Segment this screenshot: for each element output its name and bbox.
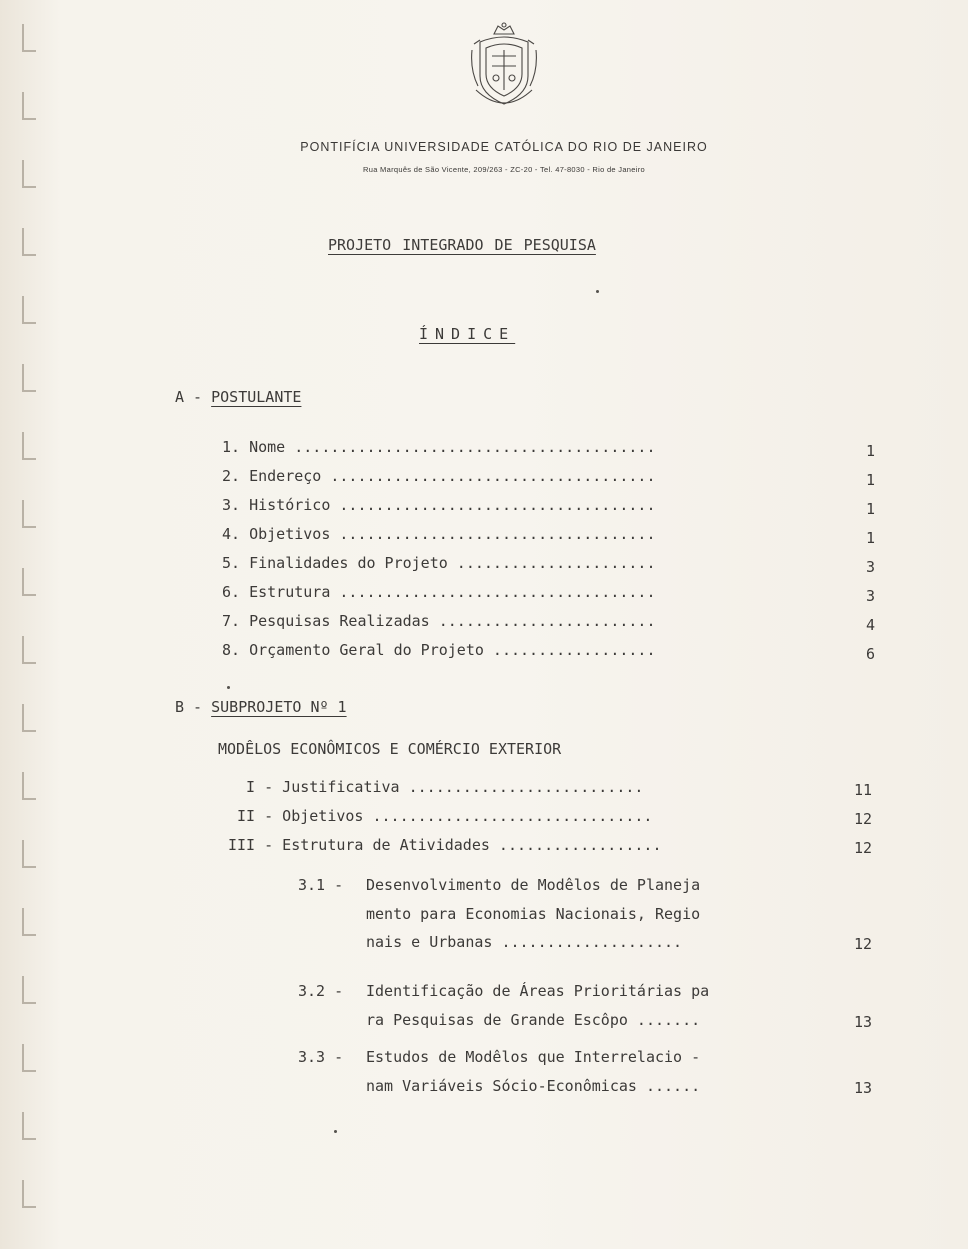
toc-page-number: 6 bbox=[865, 645, 875, 663]
university-seal-icon bbox=[466, 20, 542, 112]
toc-page-number: 13 bbox=[853, 1013, 872, 1031]
section-b-heading bbox=[175, 698, 347, 716]
toc-entry: 6. Estrutura ................................... bbox=[222, 583, 656, 601]
binding-mark bbox=[22, 568, 36, 596]
section-a-name: POSTULANTE bbox=[211, 388, 302, 406]
subitem-line: nais e Urbanas .................... bbox=[366, 933, 683, 951]
binding-mark bbox=[22, 1112, 36, 1140]
binding-mark bbox=[22, 704, 36, 732]
binding-mark bbox=[22, 976, 36, 1004]
binding-mark bbox=[22, 228, 36, 256]
toc-entry: 5. Finalidades do Projeto ...................... bbox=[222, 554, 656, 572]
binding-edge bbox=[0, 0, 50, 1249]
toc-entry: II - Objetivos ............................... bbox=[228, 807, 653, 825]
toc-page-number: 3 bbox=[865, 587, 875, 605]
toc-entry: 7. Pesquisas Realizadas ........................ bbox=[222, 612, 656, 630]
binding-mark bbox=[22, 432, 36, 460]
toc-page-number: 3 bbox=[865, 558, 875, 576]
binding-mark bbox=[22, 500, 36, 528]
toc-page-number: 1 bbox=[865, 500, 875, 518]
paper-speck bbox=[334, 1130, 337, 1133]
toc-entry: 4. Objetivos ................................... bbox=[222, 525, 656, 543]
toc-page-number: 13 bbox=[853, 1079, 872, 1097]
toc-page-number: 12 bbox=[853, 935, 872, 953]
section-a-heading bbox=[175, 388, 301, 406]
project-title: PROJETO INTEGRADO DE PESQUISA bbox=[328, 236, 596, 254]
toc-entry: I - Justificativa .......................... bbox=[228, 778, 644, 796]
toc-page-number: 1 bbox=[865, 529, 875, 547]
subitem-line: Desenvolvimento de Modêlos de Planeja bbox=[366, 876, 701, 894]
binding-mark bbox=[22, 92, 36, 120]
binding-mark bbox=[22, 296, 36, 324]
paper-speck bbox=[227, 686, 230, 689]
section-b-subtitle: MODÊLOS ECONÔMICOS E COMÉRCIO EXTERIOR bbox=[218, 740, 562, 758]
subitem-line: mento para Economias Nacionais, Regio bbox=[366, 905, 701, 923]
paper-speck bbox=[596, 290, 599, 293]
toc-entry: 2. Endereço .................................... bbox=[222, 467, 656, 485]
subitem-number: 3.2 - bbox=[298, 982, 344, 1000]
binding-mark bbox=[22, 1180, 36, 1208]
binding-mark bbox=[22, 840, 36, 868]
subitem-number: 3.1 - bbox=[298, 876, 344, 894]
toc-entry: 3. Histórico ................................... bbox=[222, 496, 656, 514]
section-a-letter: A - bbox=[175, 388, 203, 406]
binding-mark bbox=[22, 1044, 36, 1072]
section-b-letter: B - bbox=[175, 698, 203, 716]
toc-entry: 8. Orçamento Geral do Projeto .................. bbox=[222, 641, 656, 659]
toc-entry: 1. Nome ........................................ bbox=[222, 438, 656, 456]
toc-entry: III - Estrutura de Atividades .................. bbox=[228, 836, 662, 854]
university-name: PONTIFÍCIA UNIVERSIDADE CATÓLICA DO RIO DE JANEIRO bbox=[300, 140, 708, 154]
toc-page-number: 1 bbox=[865, 471, 875, 489]
subitem-line: nam Variáveis Sócio-Econômicas ...... bbox=[366, 1077, 701, 1095]
subitem-number: 3.3 - bbox=[298, 1048, 344, 1066]
university-address: Rua Marquês de São Vicente, 209/263 - ZC-20 - Tel. 47-8030 - Rio de Janeiro bbox=[363, 165, 645, 174]
toc-page-number: 11 bbox=[853, 781, 872, 799]
toc-page-number: 12 bbox=[853, 839, 872, 857]
subitem-line: Estudos de Modêlos que Interrelacio - bbox=[366, 1048, 701, 1066]
subitem-line: ra Pesquisas de Grande Escôpo ....... bbox=[366, 1011, 701, 1029]
index-heading: ÍNDICE bbox=[419, 325, 516, 343]
section-b-name: SUBPROJETO Nº 1 bbox=[211, 698, 347, 716]
binding-mark bbox=[22, 636, 36, 664]
binding-mark bbox=[22, 364, 36, 392]
binding-mark bbox=[22, 24, 36, 52]
binding-mark bbox=[22, 772, 36, 800]
toc-page-number: 1 bbox=[865, 442, 875, 460]
toc-page-number: 12 bbox=[853, 810, 872, 828]
toc-page-number: 4 bbox=[865, 616, 875, 634]
subitem-line: Identificação de Áreas Prioritárias pa bbox=[366, 982, 710, 1000]
binding-mark bbox=[22, 908, 36, 936]
